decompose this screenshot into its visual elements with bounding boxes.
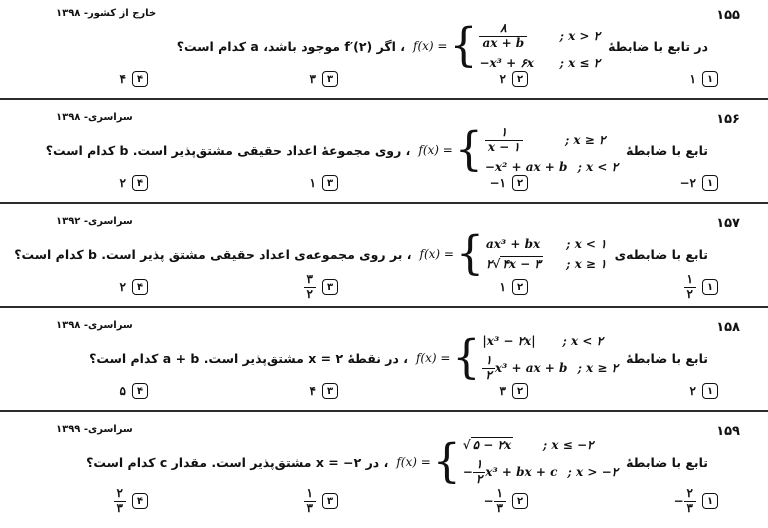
choice-value: ۲ — [689, 384, 696, 398]
problem-158 — [0, 312, 768, 412]
problem-155 — [0, 0, 768, 100]
choice-4[interactable] — [48, 276, 148, 298]
piecewise-function — [419, 226, 607, 281]
piecewise-function — [415, 330, 619, 385]
choice-value: −۲ — [679, 176, 696, 190]
problem-number: ۱۵۶ — [716, 112, 740, 127]
stem-lead: در تابع با ضابطهٔ — [608, 38, 708, 54]
coefficient: ۲ — [485, 257, 493, 271]
numerator: ۱ — [686, 271, 693, 286]
expression: |x³ − ۲x| — [482, 333, 536, 348]
condition: ; x ≥ ۲ — [577, 361, 619, 375]
numerator: ۸ — [500, 20, 507, 35]
fraction — [485, 126, 523, 155]
cases — [463, 438, 618, 487]
function-name: f(x) = — [419, 247, 454, 261]
choice-2[interactable] — [428, 172, 528, 194]
problem-156 — [0, 104, 768, 204]
choice-number-box: ۴ — [132, 279, 148, 295]
condition: ; x < ۱ — [565, 237, 607, 251]
choices — [48, 271, 718, 301]
choice-value: −۱ — [489, 176, 506, 190]
denominator: ۲ — [473, 472, 485, 487]
stem-lead: تابع با ضابطه‌ی — [614, 246, 708, 262]
denominator: x − ۱ — [485, 140, 523, 155]
choice-number-box: ۴ — [132, 493, 148, 509]
problem-number: ۱۵۵ — [716, 8, 740, 23]
choice-fraction — [684, 487, 696, 516]
choice-number-box: ۴ — [132, 71, 148, 87]
cases — [479, 22, 600, 71]
choice-value: ۱ — [309, 176, 316, 190]
problem-stem — [14, 226, 708, 282]
choice-number-box: ۳ — [322, 175, 338, 191]
brace-icon: { — [449, 18, 478, 73]
choice-value: ۳ — [499, 384, 506, 398]
numerator: ۱ — [485, 352, 492, 367]
problem-source: سراسری- ۱۳۹۸ — [56, 320, 133, 331]
denominator: ۲ — [482, 368, 494, 383]
problem-157 — [0, 208, 768, 308]
choice-number-box: ۲ — [512, 175, 528, 191]
expression-rest: x³ + ax + b — [494, 360, 568, 375]
choice-1[interactable] — [618, 172, 718, 194]
expression: −x² + ax + b — [484, 160, 568, 175]
problem-number: ۱۵۹ — [716, 424, 740, 439]
numerator: ۱ — [306, 485, 313, 500]
condition: ; x ≥ ۱ — [565, 257, 607, 271]
choice-value — [114, 487, 126, 516]
condition: ; x ≤ ۲ — [559, 56, 601, 71]
brace-icon: { — [454, 122, 483, 177]
case-1 — [485, 126, 618, 155]
stem-lead: تابع با ضابطهٔ — [626, 350, 708, 366]
expression — [486, 257, 556, 271]
stem-tail: ، اگر (۲)′f موجود باشد، a کدام است؟ — [176, 38, 406, 54]
separator-line — [0, 98, 768, 100]
choice-number-box: ۱ — [702, 279, 718, 295]
case-1 — [479, 22, 600, 51]
choice-value: ۲ — [499, 72, 506, 86]
problem-source: سراسری- ۱۳۹۲ — [56, 216, 133, 227]
choice-value: ۴ — [309, 384, 316, 398]
stem-tail: ، در نقطهٔ ۲ = x مشتق‌پذیر است. a + b کدام است؟ — [89, 350, 408, 366]
piecewise-function — [413, 18, 601, 73]
choice-number-box: ۱ — [702, 71, 718, 87]
denominator: ۳ — [684, 501, 696, 516]
denominator: ۲ — [684, 287, 696, 302]
expression — [463, 458, 558, 487]
choice-number-box: ۱ — [702, 493, 718, 509]
choice-4[interactable] — [48, 380, 148, 402]
fraction — [479, 22, 527, 51]
stem-tail: ، روی مجموعهٔ اعداد حقیقی مشتق‌پذیر است. b کدام است؟ — [45, 142, 411, 158]
choice-fraction — [304, 487, 316, 516]
sqrt-icon: √ — [492, 257, 501, 271]
choice-1[interactable] — [618, 380, 718, 402]
problem-159 — [0, 416, 768, 516]
brace-icon: { — [455, 226, 484, 281]
sqrt-icon: √ — [462, 437, 471, 452]
expression — [482, 354, 567, 383]
cases — [482, 334, 618, 383]
choice-number-box: ۴ — [132, 383, 148, 399]
condition: ; x > ۲ — [559, 29, 601, 43]
function-name: f(x) = — [418, 143, 453, 157]
choices — [48, 172, 718, 194]
choice-value — [483, 487, 506, 516]
case-1 — [463, 438, 618, 452]
numerator: ۲ — [686, 485, 693, 500]
piecewise-function — [418, 122, 619, 177]
choice-3[interactable] — [238, 380, 338, 402]
piecewise-function — [396, 434, 619, 489]
stem-tail: ، بر روی مجموعه‌ی اعداد حقیقی مشتق پذیر است. b کدام است؟ — [14, 246, 412, 262]
choice-value: ۱ — [689, 72, 696, 86]
problem-number: ۱۵۷ — [716, 216, 740, 231]
numerator: ۱ — [500, 124, 508, 139]
choice-value: ۲ — [119, 176, 126, 190]
choice-value: ۵ — [119, 384, 126, 398]
condition: ; x ≤ −۲ — [542, 437, 594, 452]
problem-stem — [86, 434, 708, 490]
problem-stem — [45, 122, 708, 178]
choice-1[interactable] — [618, 271, 718, 301]
choice-number-box: ۲ — [512, 493, 528, 509]
radicand: ۵ − ۲x — [472, 437, 512, 452]
choice-4[interactable] — [48, 68, 148, 90]
problem-number: ۱۵۸ — [716, 320, 740, 335]
case-1 — [486, 237, 607, 251]
choice-number-box: ۲ — [512, 71, 528, 87]
choice-2[interactable] — [428, 485, 528, 515]
stem-tail: ، در ۲− = x مشتق‌پذیر است. مقدار c کدام است؟ — [86, 454, 389, 470]
choice-number-box: ۳ — [322, 493, 338, 509]
problem-stem — [98, 18, 708, 74]
choice-value: ۱ — [499, 280, 506, 294]
choice-3[interactable] — [238, 172, 338, 194]
choice-value — [673, 487, 696, 516]
choice-number-box: ۲ — [512, 383, 528, 399]
problem-source: سراسری- ۱۳۹۹ — [56, 424, 133, 435]
choice-fraction — [114, 487, 126, 516]
choice-number-box: ۳ — [322, 279, 338, 295]
denominator: ۲ — [304, 287, 316, 302]
denominator: ۳ — [304, 501, 316, 516]
numerator: ۲ — [116, 485, 123, 500]
choice-fraction — [684, 273, 696, 302]
expression: ax³ + bx — [485, 237, 541, 251]
expression-rest: x³ + bx + c — [485, 464, 558, 479]
cases — [485, 126, 618, 175]
case-1 — [482, 334, 618, 348]
radicand: ۴x − ۳ — [502, 257, 541, 271]
separator-line — [0, 202, 768, 204]
choice-1[interactable] — [618, 68, 718, 90]
condition: ; x ≥ ۲ — [564, 133, 606, 147]
condition: ; x < ۲ — [577, 160, 619, 175]
choice-3[interactable] — [238, 271, 338, 301]
choice-number-box: ۲ — [512, 279, 528, 295]
problem-source: خارج از کشور- ۱۳۹۸ — [56, 8, 157, 19]
fraction — [482, 354, 494, 383]
minus-sign: − — [462, 464, 473, 479]
choice-2[interactable] — [428, 68, 528, 90]
function-name: f(x) = — [396, 455, 431, 469]
stem-lead: تابع با ضابطهٔ — [626, 142, 708, 158]
choice-value: ۳ — [309, 72, 316, 86]
case-2 — [486, 257, 607, 271]
cases — [486, 237, 607, 271]
numerator: ۱ — [475, 456, 483, 471]
choices — [48, 485, 718, 515]
choice-number-box: ۱ — [702, 175, 718, 191]
separator-line — [0, 306, 768, 308]
brace-icon: { — [452, 330, 481, 385]
choice-number-box: ۳ — [322, 383, 338, 399]
fraction — [473, 458, 485, 487]
function-name: f(x) = — [413, 39, 448, 53]
choice-4[interactable] — [48, 485, 148, 515]
condition: ; x > −۲ — [567, 465, 619, 479]
choice-fraction — [304, 273, 316, 302]
denominator: ۳ — [494, 501, 506, 516]
choice-number-box: ۱ — [702, 383, 718, 399]
choice-1[interactable] — [618, 485, 718, 515]
expression: −x³ + ۶x — [479, 56, 534, 71]
case-2 — [482, 354, 618, 383]
function-name: f(x) = — [415, 351, 451, 365]
choices — [48, 68, 718, 90]
problem-stem — [89, 330, 708, 386]
sign: − — [673, 493, 684, 508]
choices — [48, 380, 718, 402]
numerator: ۳ — [306, 271, 313, 286]
problem-source: سراسری- ۱۳۹۸ — [56, 112, 133, 123]
separator-line — [0, 410, 768, 412]
condition: ; x < ۲ — [562, 333, 604, 348]
stem-lead: تابع با ضابطهٔ — [626, 454, 708, 470]
expression — [463, 438, 533, 452]
choice-2[interactable] — [428, 380, 528, 402]
choice-number-box: ۳ — [322, 71, 338, 87]
choice-2[interactable] — [428, 276, 528, 298]
brace-icon: { — [432, 434, 461, 489]
choice-fraction — [494, 487, 506, 516]
numerator: ۱ — [496, 485, 503, 500]
choice-value — [304, 487, 316, 516]
choice-value: ۲ — [119, 280, 126, 294]
choice-3[interactable] — [238, 68, 338, 90]
choice-3[interactable] — [238, 485, 338, 515]
choice-4[interactable] — [48, 172, 148, 194]
choice-number-box: ۴ — [132, 175, 148, 191]
sign: − — [483, 493, 494, 508]
case-2 — [463, 458, 618, 487]
denominator: ۳ — [114, 501, 126, 516]
denominator: ax + b — [479, 36, 527, 51]
choice-value: ۴ — [119, 72, 126, 86]
